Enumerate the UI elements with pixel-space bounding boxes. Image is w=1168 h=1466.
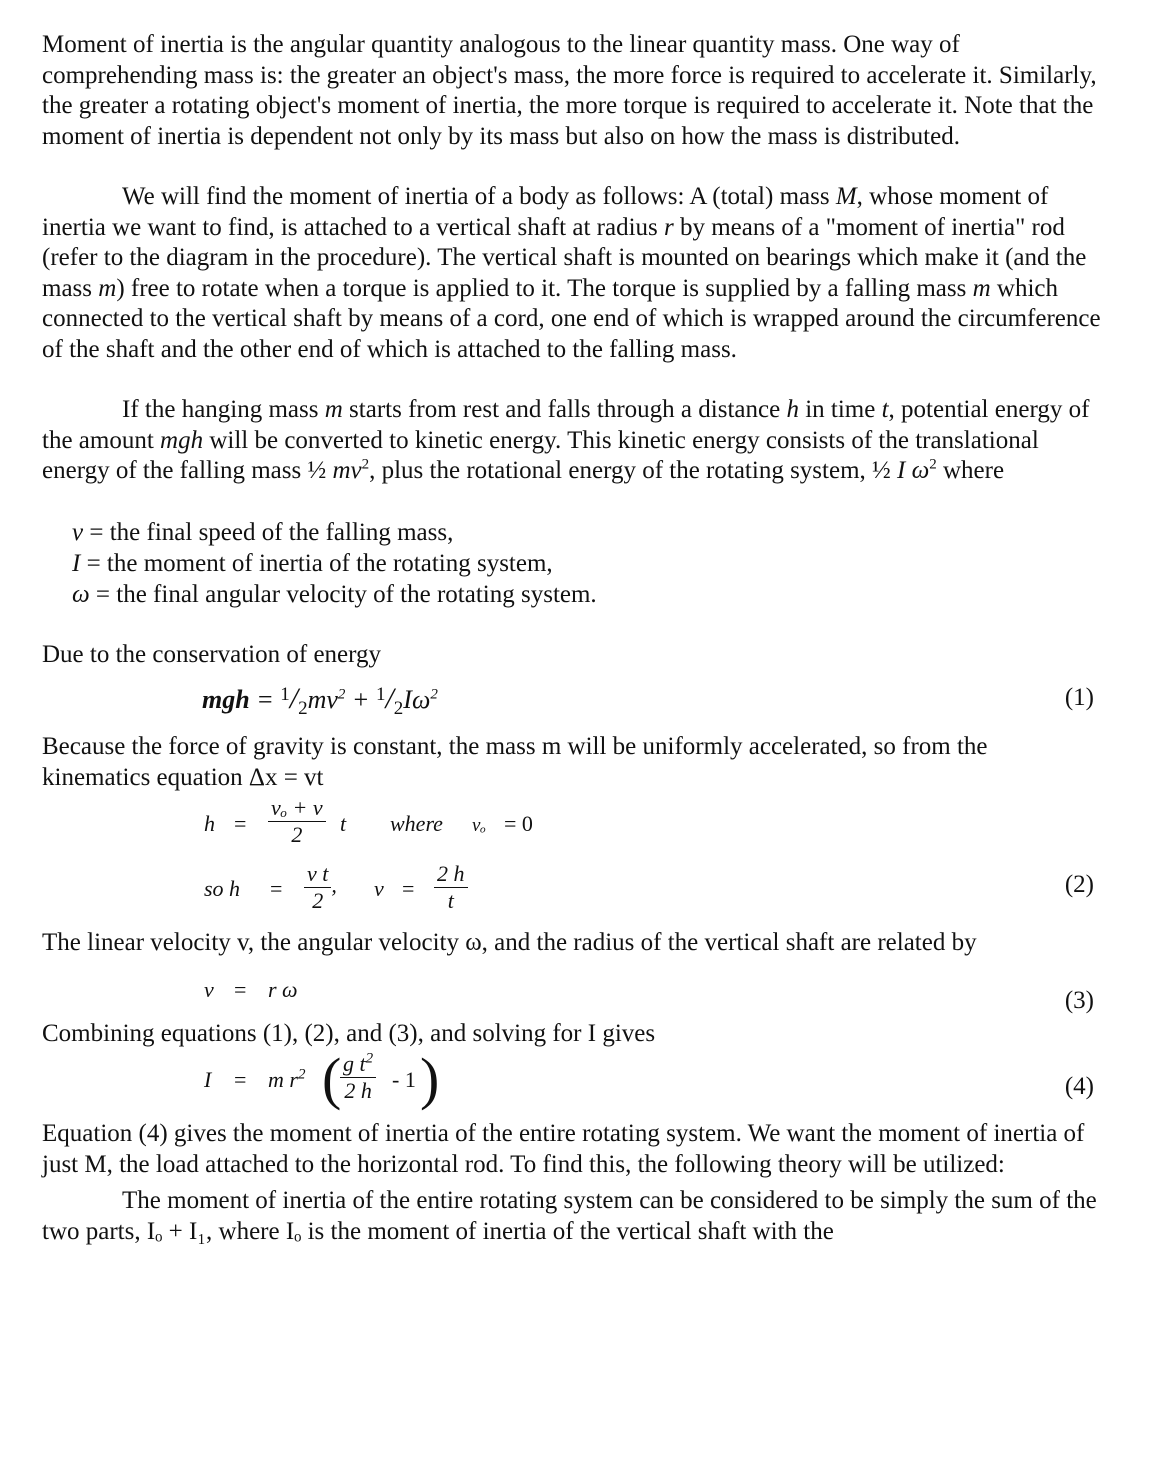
equation-3-label: (3) [1064,986,1094,1014]
document-page [42,30,1102,1247]
equation-1-expression: mgh = $^1/_2mv^2 + ^1/_2I\omega^2$ [202,682,438,719]
paragraph-entire-system: Equation (4) gives the moment of inertia of the entire rotating system. We want the moment of inertia of just M, the load attached to the horizontal rod. To find this, the following theory will be utilized: [42,1120,1085,1178]
equation-1-label: (1) [1064,684,1094,711]
eq2-t: t [340,811,347,836]
eq3-equals: = [234,976,247,1002]
eq2-vo: vₒ [472,815,486,836]
eq4-left-paren: ( [322,1046,342,1111]
definition-omega: ω = the final angular velocity of the rotating system. [72,580,597,608]
eq2-equals-2: = [270,876,283,901]
definition-I: I = the moment of inertia of the rotating system, [72,549,553,577]
conservation-text: Due to the conservation of energy [42,640,382,668]
eq4-minus-one: - 1 [392,1067,416,1092]
eq2-h: h [204,811,215,836]
paragraph-sum-of-parts: The moment of inertia of the entire rotating system can be considered to be simply the sum of the two parts, Iₒ + I₁, where Iₒ is the moment of inertia of the vertical shaft with the [42,1187,1097,1245]
eq3-rhs: r ω [268,976,298,1002]
equation-2-label: (2) [1064,871,1094,898]
eq4-equals: = [234,1067,247,1092]
eq2-equals: = [234,811,247,836]
equation-2 [42,793,1102,928]
paragraph-intro: Moment of inertia is the angular quantity analogous to the linear quantity mass. One way of comprehending mass is: the greater an object's mass, the more force is required to accelerate it. Similarly, the greater a rotating object's moment of inertia, the more torque is required to accelerate it. Note that the moment of inertia is dependent not only by its mass but also on how the mass is distributed. [42,31,1097,150]
combining-text: Combining equations (1), (2), and (3), and solving for I gives [42,1019,656,1047]
linear-velocity-text: The linear velocity v, the angular velocity ω, and the radius of the vertical shaft are related by [42,929,977,956]
paragraph-method: We will find the moment of inertia of a body as follows: A (total) mass M, whose moment of inertia we want to find, is attached to a vertical shaft at radius r by means of a "moment of inertia" rod (refer to the diagram in the procedure). The vertical shaft is mounted on bearings which make it (and the mass m) free to rotate when a torque is applied to it. The torque is supplied by a falling mass m which connected to the vertical shaft by means of a cord, one end of which is wrapped around the circumference of the shaft and the other end of which is attached to the falling mass. [42,183,1101,363]
equation-4 [42,1046,1102,1119]
kinematics-text: Because the force of gravity is constant, the mass m will be uniformly accelerated, so from the kinematics equation Δx = vt [42,733,988,791]
eq4-right-paren: ) [420,1046,440,1111]
eq2-so-h: so h [204,876,241,901]
definition-v: v = the final speed of the falling mass, [72,518,454,546]
equation-4-label: (4) [1064,1073,1094,1100]
equation-1 [42,670,1102,732]
paragraph-energy: If the hanging mass m starts from rest and falls through a distance h in time t, potential energy of the amount mgh will be converted to kinetic energy. This kinetic energy consists of the translational energy of the falling mass ½ $mv^2$, plus the rotational energy of the rotating system, ½ I $\omega^2$ where [42,396,1090,484]
eq2-frac3: $\frac{2 h}{t}$ [434,861,468,914]
eq4-I: I [204,1067,212,1092]
eq2-equals-3: = [402,876,415,901]
eq2-zero: = 0 [504,811,533,836]
eq2-frac2: $\frac{\text{v t}}{2}$ , [304,861,337,914]
variable-definitions [72,517,1102,610]
eq3-v: v [204,976,214,1002]
eq4-mr: m $r^2$ [268,1066,306,1092]
eq4-frac: $\frac{g t^2}{2 h}$ [340,1051,376,1104]
eq2-frac1: $\frac{\text{vₒ + v}}{2}$ [268,795,326,848]
eq2-where: where [390,811,443,836]
eq2-v: v [374,876,384,901]
equation-3 [42,959,1102,1019]
